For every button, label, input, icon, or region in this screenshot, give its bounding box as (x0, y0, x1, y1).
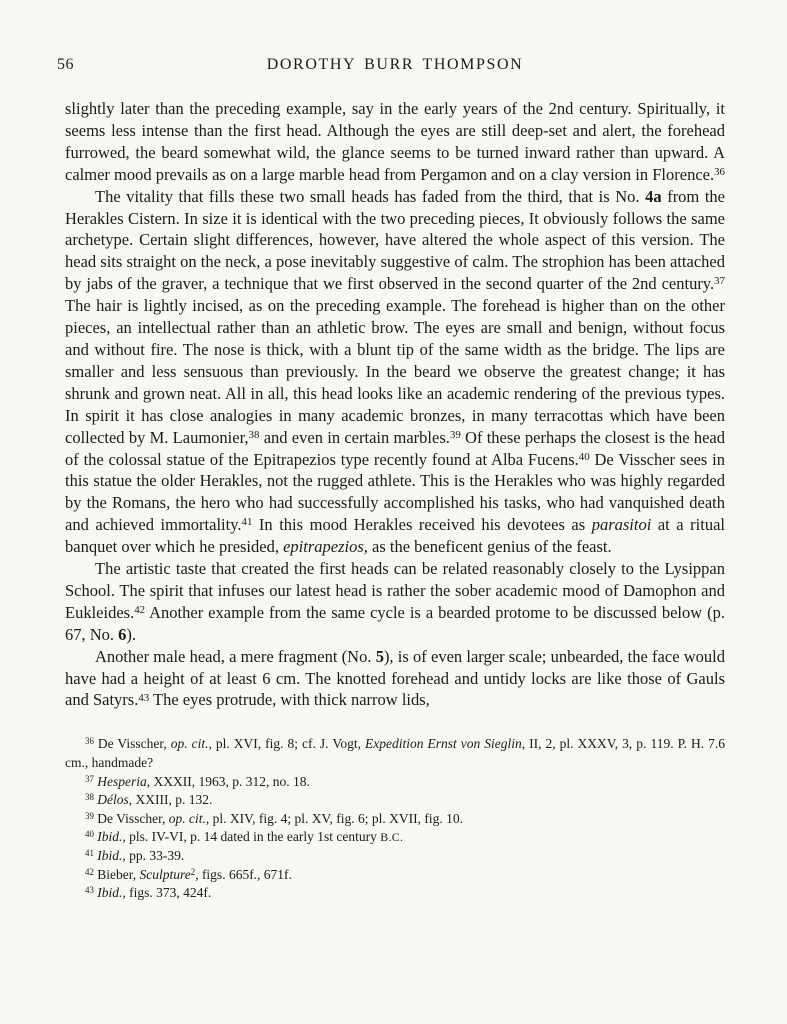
footnote: $^{40}$ Ibid., pls. IV-VI, p. 14 dated in the early 1st century B.C. (85, 829, 404, 845)
footnote: $^{37}$ Hesperia, XXXII, 1963, p. 312, no. 18. (85, 773, 310, 789)
body-text (65, 98, 725, 711)
paragraph: slightly later than the preceding example, say in the early years of the 2nd century. Spiritually, it seems less intense than the first head. Although the eyes are still deep-set and alert, the forehead furrowed, the beard somewhat wild, the glance seems to be turned inward rather than upward. A calmer mood prevails as on a large marble head from Pergamon and on a clay version in Florence.$^{36}$ (65, 99, 725, 184)
paragraph: The vitality that fills these two small heads has faded from the third, that is No. 4a from the Herakles Cistern. In size it is identical with the two preceding pieces, It obviously follows the same archetype. Certain slight differences, however, have altered the whole aspect of this version. The head sits straight on the neck, a pose inevitably suggestive of calm. The strophion has been attached by jabs of the graver, a technique that we first observed in the second quarter of the 2nd century.$^{37}$ The hair is lightly incised, as on the preceding example. The forehead is higher than on the other pieces, an intellectual rather than an athletic brow. The eyes are small and benign, without focus and without fire. The nose is thick, with a blunt tip of the same width as the bridge. The lips are smaller and less sensuous than previously. In the beard we observe the greatest change; it has shrunk and grown neat. All in all, this head looks like an academic rendering of the previous types. In spirit it has close analogies in many academic bronzes, in many terracottas which have been collected by M. Laumonier,$^{38}$ and even in certain marbles.$^{39}$ Of these perhaps the closest is the head of the colossal statue of the Epitrapezios type recently found at Alba Fucens.$^{40}$ De Visscher sees in this statue the older Herakles, not the rugged athlete. This is the Herakles who was highly regarded by the Romans, the hero who had successfully accomplished his tasks, who had vanquished death and achieved immortality.$^{41}$ In this mood Herakles received his devotees as parasitoi at a ritual banquet over which he presided, epitrapezios, as the beneficent genius of the feast. (65, 186, 726, 557)
paragraph: The artistic taste that created the first heads can be related reasonably closely to the Lysippan School. The spirit that infuses our latest head is rather the sober academic mood of Damophon and Eukleides.$^{42}$ Another example from the same cycle is a bearded protome to be discussed below (p. 67, No. 6). (65, 559, 725, 644)
footnote: $^{39}$ De Visscher, op. cit., pl. XIV, fig. 4; pl. XV, fig. 6; pl. XVII, fig. 10. (85, 810, 464, 826)
footnote: $^{42}$ Bieber, Sculpture$^2$, figs. 665f., 671f. (85, 866, 292, 882)
paragraph: Another male head, a mere fragment (No. 5), is of even larger scale; unbearded, the face would have had a height of at least 6 cm. The knotted forehead and untidy locks are like those of Gauls and Satyrs.$^{43}$ The eyes protrude, with thick narrow lids, (65, 646, 725, 710)
running-title: DOROTHY BURR THOMPSON (266, 56, 524, 73)
footnote: $^{36}$ De Visscher, op. cit., pl. XVI, fig. 8; cf. J. Vogt, Expedition Ernst von Sieglin, II, 2, pl. XXXV, 3, p. 119. P. H. 7.6 cm., handmade? (65, 736, 725, 770)
page-header (57, 56, 725, 78)
footnote: $^{38}$ Délos, XXIII, p. 132. (85, 792, 213, 808)
page-number: 56 (57, 56, 74, 73)
footnotes (65, 735, 725, 902)
footnote: $^{43}$ Ibid., figs. 373, 424f. (85, 885, 212, 901)
footnote: $^{41}$ Ibid., pp. 33-39. (85, 847, 185, 863)
